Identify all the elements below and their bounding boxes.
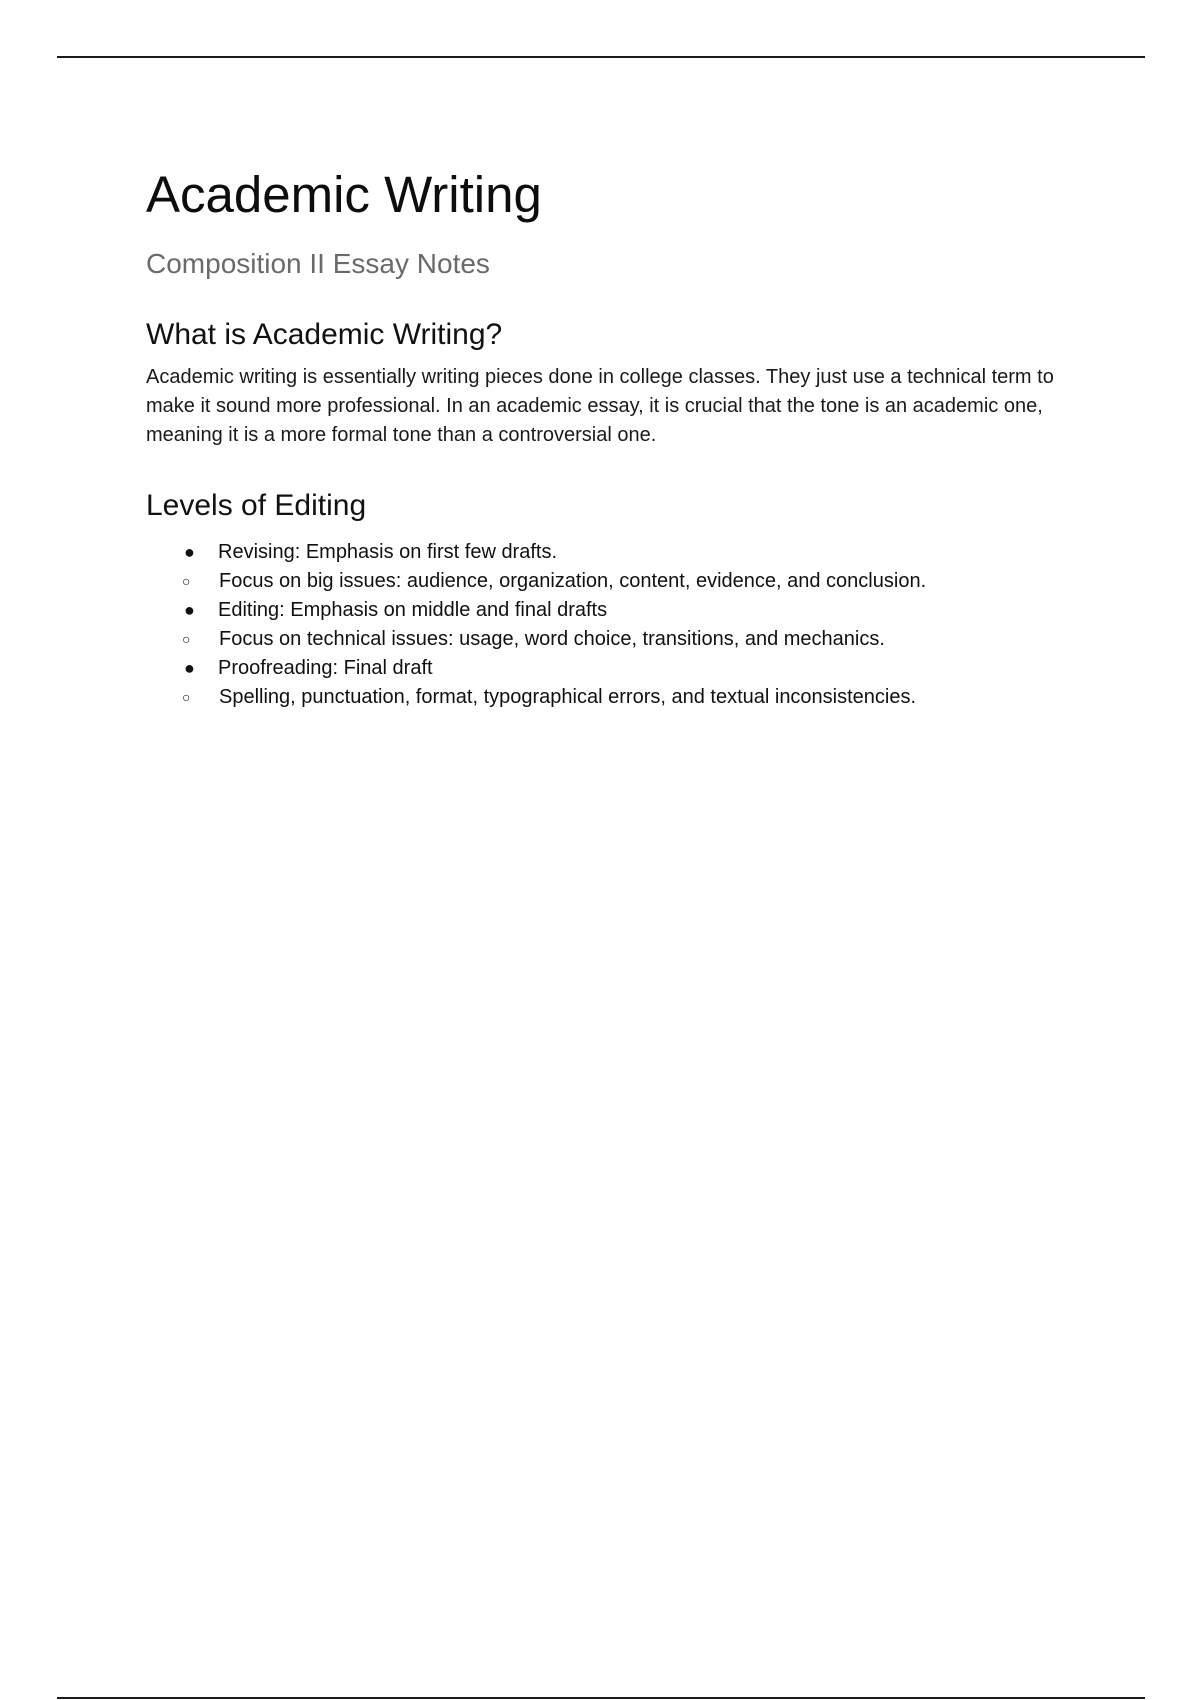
sub-list <box>146 683 1086 712</box>
sub-list-item <box>146 625 1086 654</box>
list-item-editing <box>146 596 1086 625</box>
list-item-text: Proofreading: Final draft <box>218 656 433 679</box>
sub-list-item <box>146 567 1086 596</box>
sub-list-container <box>146 625 1086 654</box>
sub-list-item-text: Spelling, punctuation, format, typographical errors, and textual inconsistencies. <box>219 685 917 708</box>
document-page <box>146 164 1086 712</box>
sub-list <box>146 567 1086 596</box>
list-item-text: Editing: Emphasis on middle and final drafts <box>218 598 608 621</box>
editing-levels-list <box>146 538 1086 712</box>
document-subtitle: Composition II Essay Notes <box>146 248 490 280</box>
list-item-text: Revising: Emphasis on first few drafts. <box>218 540 558 563</box>
sub-list-container <box>146 683 1086 712</box>
document-title: Academic Writing <box>146 166 542 223</box>
bullet-icon: ● <box>184 541 195 562</box>
sub-list <box>146 625 1086 654</box>
hollow-bullet-icon: ○ <box>182 572 191 589</box>
top-page-rule <box>57 56 1145 58</box>
list-item-proofreading <box>146 654 1086 683</box>
bottom-page-rule <box>57 1697 1145 1699</box>
sub-list-item-text: Focus on big issues: audience, organization, content, evidence, and conclusion. <box>219 569 927 592</box>
hollow-bullet-icon: ○ <box>182 688 191 705</box>
bullet-icon: ● <box>184 657 195 678</box>
hollow-bullet-icon: ○ <box>182 630 191 647</box>
sub-list-item <box>146 683 1086 712</box>
sub-list-container <box>146 567 1086 596</box>
section-paragraph: Academic writing is essentially writing pieces done in college classes. They just use a technical term to make it sound more professional. In an academic essay, it is crucial that the tone is an academic one, meaning it is a more formal tone than a controversial one. <box>146 365 1054 446</box>
section-heading-levels-of-editing: Levels of Editing <box>146 488 367 522</box>
bullet-icon: ● <box>184 599 195 620</box>
list-item-revising <box>146 538 1086 567</box>
sub-list-item-text: Focus on technical issues: usage, word choice, transitions, and mechanics. <box>219 627 885 650</box>
section-heading-what-is-academic-writing: What is Academic Writing? <box>146 317 503 351</box>
